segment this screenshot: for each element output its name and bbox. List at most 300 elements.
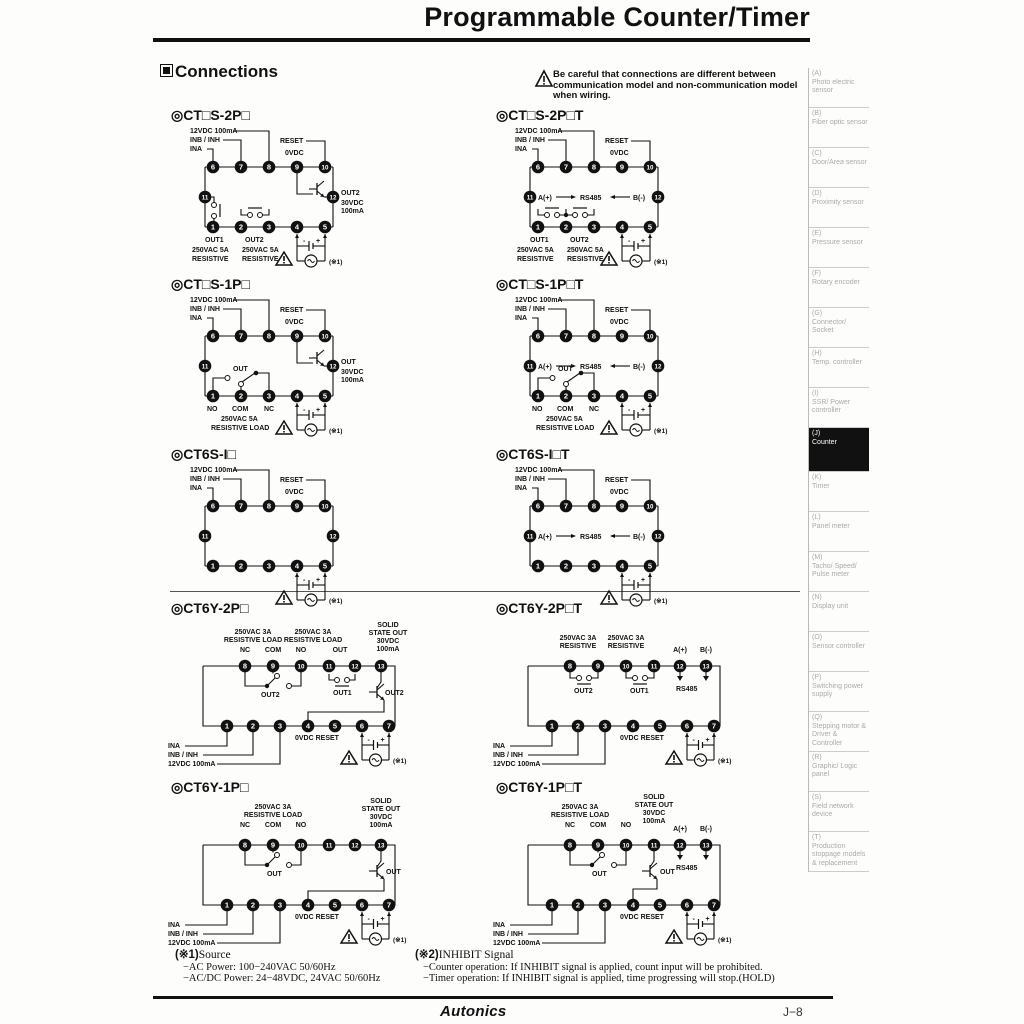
terminal-11 <box>323 660 336 673</box>
terminal-10 <box>295 839 308 852</box>
svg-text:4: 4 <box>305 721 311 731</box>
terminal-label: NC <box>264 406 275 413</box>
sidebar-item-code: (C) <box>812 150 822 157</box>
note-marker: (※1) <box>175 949 199 961</box>
terminal-3 <box>588 390 601 403</box>
terminal-10 <box>620 839 633 852</box>
terminal-5 <box>644 560 657 573</box>
note-line: −Timer operation: If INHIBIT signal is applied, time progressing will stop.(HOLD) <box>423 973 775 984</box>
minus-sign: - <box>628 238 631 245</box>
svg-text:13: 13 <box>702 842 710 850</box>
sidebar-item-photo-electric-sensor[interactable] <box>809 68 869 108</box>
terminal-7 <box>235 161 248 174</box>
rs485-b-label: B(-) <box>633 364 646 371</box>
svg-text:1: 1 <box>210 391 216 401</box>
ovdc-label: 0VDC <box>285 150 304 157</box>
wire <box>377 672 381 688</box>
wire <box>213 378 225 390</box>
wiring-diagram-svg <box>165 596 425 776</box>
wiring-diagram-cts2p <box>165 103 395 271</box>
svg-text:4: 4 <box>305 900 311 910</box>
terminal-label: RESISTIVE <box>559 643 597 650</box>
terminal-1 <box>532 390 545 403</box>
svg-text:6: 6 <box>535 501 541 511</box>
terminal-label: 250VAC 5A <box>242 247 279 254</box>
svg-text:4: 4 <box>630 900 636 910</box>
wire <box>185 732 227 746</box>
terminal-5 <box>319 221 332 234</box>
sidebar-item-label: Tacho/ Speed/ Pulse meter <box>812 562 857 578</box>
sidebar-item-code: (N) <box>812 594 822 601</box>
terminal-label: RESISTIVE <box>607 643 645 650</box>
svg-text:7: 7 <box>563 162 569 172</box>
note-line: −Counter operation: If INHIBIT signal is applied, count input will be prohibited. <box>423 961 763 973</box>
wire <box>203 732 253 755</box>
svg-text:3: 3 <box>602 721 608 731</box>
wire <box>203 663 395 726</box>
plus-sign: + <box>380 737 385 744</box>
terminal-6 <box>207 161 220 174</box>
terminal-label: 30VDC <box>642 810 666 817</box>
wire <box>292 851 302 865</box>
terminal-label: INA <box>168 922 181 929</box>
wire <box>558 470 594 500</box>
wire <box>242 373 255 382</box>
terminal-label: 12VDC 100mA <box>168 761 216 768</box>
wire <box>245 672 266 686</box>
terminal-label: OUT <box>267 871 282 878</box>
svg-text:2: 2 <box>238 222 244 232</box>
svg-text:4: 4 <box>619 561 625 571</box>
rs485-link <box>538 364 645 371</box>
minus-sign: - <box>692 737 695 744</box>
page-number: J−8 <box>783 1005 803 1019</box>
terminal-label: INB / INH <box>515 476 545 483</box>
note-reference: (※1) <box>329 598 343 605</box>
svg-text:7: 7 <box>386 900 392 910</box>
wiring-diagram-svg <box>165 775 425 950</box>
svg-text:5: 5 <box>322 561 328 571</box>
svg-text:7: 7 <box>238 501 244 511</box>
svg-text:7: 7 <box>563 331 569 341</box>
sidebar-item-code: (T) <box>812 834 821 841</box>
ovdc-label: 0VDC <box>610 319 629 326</box>
wire <box>329 674 335 680</box>
wire <box>241 209 248 215</box>
ovdc-label: 0VDC <box>285 319 304 326</box>
wire <box>233 131 269 161</box>
wire <box>233 300 269 330</box>
sidebar-item-code: (O) <box>812 634 823 641</box>
wire <box>626 672 633 678</box>
sidebar-item-code: (H) <box>812 350 822 357</box>
svg-text:6: 6 <box>684 900 690 910</box>
terminal-5 <box>654 899 667 912</box>
svg-text:8: 8 <box>266 501 272 511</box>
svg-text:8: 8 <box>567 840 573 850</box>
warning-icon <box>341 930 357 943</box>
power-source <box>666 733 731 766</box>
terminal-10 <box>644 500 657 513</box>
svg-text:6: 6 <box>535 162 541 172</box>
sidebar-item-stepping-motor-driver-controller[interactable] <box>809 712 869 752</box>
power-source <box>601 234 667 267</box>
svg-text:10: 10 <box>321 503 329 511</box>
sidebar-item-timer[interactable] <box>809 472 869 512</box>
svg-text:3: 3 <box>277 900 283 910</box>
svg-text:2: 2 <box>563 222 569 232</box>
svg-text:7: 7 <box>563 501 569 511</box>
plus-sign: + <box>316 577 321 584</box>
wire <box>306 141 325 161</box>
wiring-diagram-cts1pt <box>490 272 720 440</box>
svg-text:3: 3 <box>277 721 283 731</box>
terminal-3 <box>274 720 287 733</box>
rs485-a-label: A(+) <box>538 195 552 202</box>
wire <box>223 309 241 330</box>
diagram-title: ◎CT□S-2P□ <box>171 107 250 123</box>
terminal-label: B(-) <box>699 647 713 654</box>
terminal-label: OUT2 <box>341 190 360 197</box>
svg-text:5: 5 <box>322 391 328 401</box>
out-label: OUT <box>558 366 573 373</box>
wire <box>570 851 591 865</box>
svg-text:7: 7 <box>238 331 244 341</box>
wiring-diagram-svg <box>490 272 720 440</box>
svg-text:11: 11 <box>526 194 534 202</box>
terminal-1 <box>532 560 545 573</box>
wire <box>633 879 657 899</box>
plus-sign: + <box>705 916 710 923</box>
terminal-label: 250VAC 5A <box>517 247 554 254</box>
terminal-4 <box>616 221 629 234</box>
plus-sign: + <box>380 916 385 923</box>
svg-text:9: 9 <box>294 501 300 511</box>
svg-text:5: 5 <box>647 561 653 571</box>
terminal-label: 12VDC 100mA <box>515 297 563 304</box>
wiring-diagram-ct6y1p <box>165 775 425 950</box>
wire <box>592 672 599 678</box>
sidebar-item-label: Connector/ Socket <box>812 318 847 334</box>
sidebar-item-code: (K) <box>812 474 822 481</box>
svg-text:11: 11 <box>201 363 209 371</box>
sidebar-item-code: (G) <box>812 310 823 317</box>
terminal-2 <box>560 221 573 234</box>
svg-text:10: 10 <box>622 663 630 671</box>
terminal-11 <box>648 839 661 852</box>
rs485-label: RS485 <box>580 534 602 541</box>
terminal-8 <box>263 161 276 174</box>
note-reference: (※1) <box>654 598 668 605</box>
svg-text:2: 2 <box>563 561 569 571</box>
terminal-3 <box>599 899 612 912</box>
sidebar-item-label: Sensor controller <box>812 642 865 650</box>
sidebar-item-sensor-controller[interactable] <box>809 632 869 672</box>
sidebar-item-fiber-optic-sensor[interactable] <box>809 108 869 148</box>
terminal-4 <box>291 221 304 234</box>
terminal-12 <box>674 839 687 852</box>
terminal-9 <box>267 660 280 673</box>
sidebar-item-graphic-logic-panel[interactable] <box>809 752 869 792</box>
section-heading <box>160 62 278 82</box>
terminal-label: 250VAC 3A <box>561 804 599 811</box>
terminal-label: 100mA <box>376 646 400 653</box>
terminal-11 <box>199 191 212 204</box>
terminal-1 <box>221 899 234 912</box>
svg-text:10: 10 <box>321 333 329 341</box>
terminal-label: COM <box>264 647 282 654</box>
terminal-label: SOLID <box>643 794 665 801</box>
diagram-title: ◎CT□S-2P□T <box>496 107 584 123</box>
svg-text:6: 6 <box>210 162 216 172</box>
wire <box>528 911 578 934</box>
terminal-5 <box>329 899 342 912</box>
terminal-8 <box>588 500 601 513</box>
terminal-8 <box>588 161 601 174</box>
diagram-title: ◎CT□S-1P□ <box>171 276 250 292</box>
sidebar-item-display-unit[interactable] <box>809 592 869 632</box>
terminal-label: OUT <box>341 359 356 366</box>
terminal-2 <box>560 390 573 403</box>
terminal-label: INA <box>190 146 203 153</box>
section-square-icon <box>160 64 173 77</box>
terminal-9 <box>267 839 280 852</box>
terminal-label: INB / INH <box>493 931 523 938</box>
power-source <box>276 234 342 267</box>
svg-text:12: 12 <box>351 663 359 671</box>
warning-icon <box>535 70 553 87</box>
terminal-label: STATE OUT <box>361 806 401 813</box>
note-reference: (※1) <box>329 259 343 266</box>
terminal-5 <box>329 720 342 733</box>
wire <box>308 700 384 720</box>
terminal-3 <box>263 221 276 234</box>
note-reference: (※1) <box>718 937 732 944</box>
svg-text:7: 7 <box>711 721 717 731</box>
svg-text:7: 7 <box>711 900 717 910</box>
sidebar-item-door-area-sensor[interactable] <box>809 148 869 188</box>
wire <box>548 479 566 500</box>
terminal-label: INB / INH <box>493 752 523 759</box>
note-reference: (※1) <box>329 428 343 435</box>
plus-sign: + <box>705 737 710 744</box>
terminal-1 <box>207 560 220 573</box>
sidebar-item-pressure-sensor[interactable] <box>809 228 869 268</box>
wire <box>306 480 325 500</box>
terminal-label: INA <box>515 315 528 322</box>
sidebar-item-rotary-encoder[interactable] <box>809 268 869 308</box>
svg-text:3: 3 <box>591 222 597 232</box>
wire <box>548 309 566 330</box>
terminal-7 <box>560 330 573 343</box>
terminal-1 <box>546 899 559 912</box>
transistor-icon <box>309 350 324 366</box>
plus-sign: + <box>641 407 646 414</box>
wire <box>207 149 213 161</box>
terminal-12 <box>349 660 362 673</box>
wire <box>510 911 552 925</box>
svg-text:5: 5 <box>332 721 338 731</box>
terminal-label: INA <box>190 485 203 492</box>
terminal-label: OUT <box>332 647 348 654</box>
svg-text:10: 10 <box>646 333 654 341</box>
terminal-label: 12VDC 100mA <box>493 940 541 947</box>
terminal-13 <box>700 839 713 852</box>
terminal-label: OUT1 <box>333 690 352 697</box>
wire <box>631 310 650 330</box>
title-rule <box>153 38 810 42</box>
terminal-label: A(+) <box>673 826 687 833</box>
terminal-label: 12VDC 100mA <box>190 128 238 135</box>
terminal-label: RESISTIVE LOAD <box>550 812 610 819</box>
diagram-title: ◎CT6Y-2P□ <box>171 600 249 616</box>
terminal-8 <box>263 330 276 343</box>
sidebar-item-label: Door/Area sensor <box>812 158 867 166</box>
terminal-label: RESISTIVE <box>192 256 229 263</box>
sidebar-item-switching-power-supply[interactable] <box>809 672 869 712</box>
svg-text:11: 11 <box>526 533 534 541</box>
svg-text:6: 6 <box>535 331 541 341</box>
terminal-label: RESET <box>605 138 629 145</box>
terminal-label: 0VDC RESET <box>295 735 339 742</box>
terminal-8 <box>263 500 276 513</box>
terminal-7 <box>235 500 248 513</box>
wire <box>203 842 395 905</box>
sidebar-item-connector-socket[interactable] <box>809 308 869 348</box>
terminal-2 <box>572 720 585 733</box>
terminal-label: 30VDC <box>376 638 400 645</box>
minus-sign: - <box>692 916 695 923</box>
wiring-diagram-cts2pt <box>490 103 720 271</box>
minus-sign: - <box>367 737 370 744</box>
wire <box>528 842 720 905</box>
terminal-label: NC <box>589 406 600 413</box>
wiring-diagram-svg <box>165 103 395 271</box>
svg-text:11: 11 <box>526 363 534 371</box>
terminal-label: COM <box>264 822 282 829</box>
svg-text:9: 9 <box>595 661 601 671</box>
terminal-label: 0VDC RESET <box>620 914 664 921</box>
terminal-label: NO <box>620 822 632 829</box>
terminal-label: 0VDC RESET <box>295 914 339 921</box>
sidebar-item-panel-meter[interactable] <box>809 512 869 552</box>
rs485-label: RS485 <box>580 195 602 202</box>
sidebar-item-counter[interactable] <box>809 428 869 472</box>
terminal-13 <box>375 660 388 673</box>
terminal-4 <box>302 899 315 912</box>
terminal-label: 0VDC RESET <box>620 735 664 742</box>
out-label: OUT <box>233 366 248 373</box>
wire <box>528 732 578 755</box>
svg-text:13: 13 <box>702 663 710 671</box>
terminal-5 <box>654 720 667 733</box>
sidebar-item-label: Proximity sensor <box>812 198 864 206</box>
terminal-label: INA <box>168 743 181 750</box>
wire <box>588 209 595 215</box>
sidebar-item-field-network-device[interactable] <box>809 792 869 832</box>
svg-text:8: 8 <box>266 331 272 341</box>
terminal-2 <box>560 560 573 573</box>
terminal-4 <box>616 560 629 573</box>
terminal-label: RESISTIVE LOAD <box>211 425 270 432</box>
svg-text:9: 9 <box>619 331 625 341</box>
note-reference: (※1) <box>654 259 668 266</box>
wire <box>256 373 269 390</box>
wire <box>631 480 650 500</box>
terminal-label: RS485 <box>676 686 698 693</box>
sidebar-item-ssr-power-controller[interactable] <box>809 388 869 428</box>
sidebar-item-production-stoppage-models-replacement[interactable] <box>809 832 869 872</box>
svg-text:12: 12 <box>329 194 337 202</box>
wire <box>297 342 313 363</box>
terminal-2 <box>247 720 260 733</box>
terminal-5 <box>319 560 332 573</box>
wiring-diagram-svg <box>165 442 395 605</box>
terminal-label: 250VAC 5A <box>546 416 583 423</box>
terminal-label: RESISTIVE LOAD <box>243 812 303 819</box>
svg-text:12: 12 <box>329 363 337 371</box>
minus-sign: - <box>303 238 306 245</box>
terminal-6 <box>207 500 220 513</box>
wire <box>207 488 213 500</box>
terminal-label: RESET <box>605 307 629 314</box>
svg-text:12: 12 <box>654 363 662 371</box>
terminal-6 <box>681 720 694 733</box>
terminal-12 <box>652 191 665 204</box>
terminal-label: RESISTIVE <box>567 256 604 263</box>
sidebar-item-tacho-speed-pulse-meter[interactable] <box>809 552 869 592</box>
wiring-diagram-ct6y1pt <box>490 775 750 950</box>
terminal-label: OUT <box>660 869 675 876</box>
sidebar-item-temp-controller[interactable] <box>809 348 869 388</box>
sidebar-item-label: Panel meter <box>812 522 850 530</box>
svg-text:11: 11 <box>650 663 658 671</box>
note-line: −AC/DC Power: 24−48VDC, 24VAC 50/60Hz <box>183 973 381 984</box>
terminal-label: OUT2 <box>261 692 280 699</box>
terminal-label: INB / INH <box>515 306 545 313</box>
sidebar-item-label: SSR/ Power controller <box>812 398 851 414</box>
wire <box>223 140 241 161</box>
wire <box>245 851 266 865</box>
terminal-11 <box>524 191 537 204</box>
terminal-7 <box>383 899 396 912</box>
sidebar-nav <box>808 68 869 872</box>
terminal-5 <box>319 390 332 403</box>
terminal-label: 250VAC 5A <box>567 247 604 254</box>
svg-text:12: 12 <box>676 663 684 671</box>
svg-text:7: 7 <box>386 721 392 731</box>
svg-text:9: 9 <box>294 331 300 341</box>
sidebar-item-proximity-sensor[interactable] <box>809 188 869 228</box>
sidebar-item-label: Rotary encoder <box>812 278 860 286</box>
diagram-title: ◎CT6Y-2P□T <box>496 600 583 616</box>
sidebar-item-label: Display unit <box>812 602 849 610</box>
power-source <box>276 403 342 436</box>
terminal-label: 250VAC 3A <box>559 635 597 642</box>
minus-sign: - <box>303 577 306 584</box>
transistor-icon <box>369 684 384 700</box>
wiring-diagram-cts1p <box>165 272 395 440</box>
svg-text:2: 2 <box>250 900 256 910</box>
diagram-title: ◎CT6S-I□T <box>496 446 570 462</box>
sidebar-item-code: (F) <box>812 270 821 277</box>
wire <box>297 173 313 194</box>
svg-text:8: 8 <box>567 661 573 671</box>
terminal-3 <box>263 390 276 403</box>
transistor-icon <box>369 863 384 879</box>
wire <box>211 197 214 203</box>
section-divider <box>170 591 800 592</box>
